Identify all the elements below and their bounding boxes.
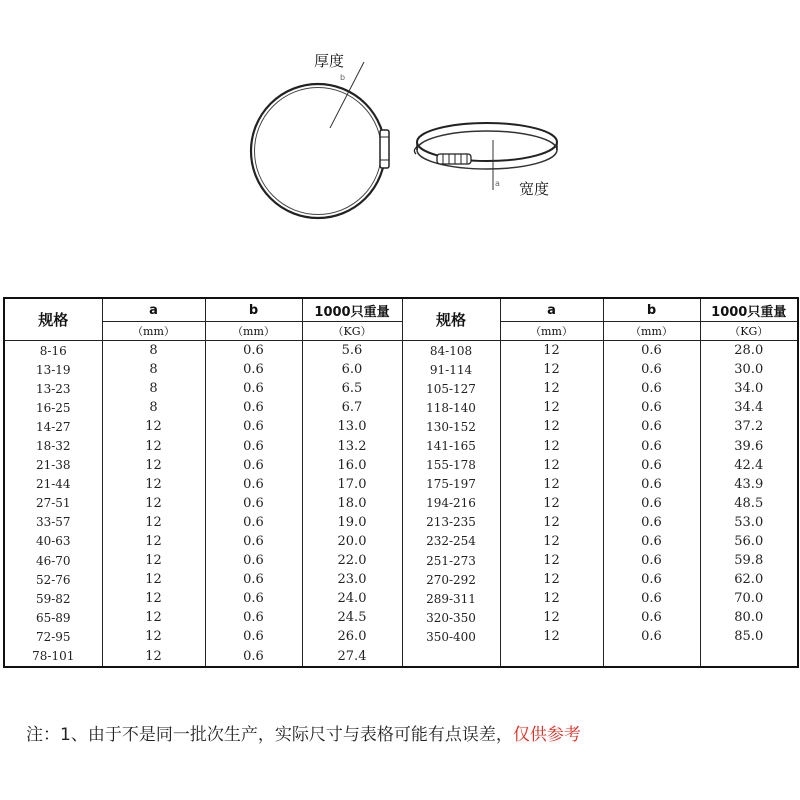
b-cell: 0.6: [205, 513, 302, 532]
weight-cell: 43.9: [700, 475, 798, 494]
spec-cell: 175-197: [402, 475, 500, 494]
thickness-label: 厚度: [314, 52, 345, 70]
a-cell: 12: [500, 589, 603, 608]
b-cell: 0.6: [205, 494, 302, 513]
a-cell: 12: [500, 532, 603, 551]
table-row: [4, 360, 798, 379]
weight-cell: 24.5: [302, 608, 402, 627]
weight-cell: 22.0: [302, 551, 402, 570]
a-unit: （mm）: [500, 322, 603, 341]
table-row: [4, 417, 798, 436]
a-cell: 8: [102, 398, 205, 417]
weight-cell: 26.0: [302, 627, 402, 646]
a-cell: 12: [500, 627, 603, 646]
a-cell: 12: [500, 436, 603, 455]
spec-cell: 40-63: [4, 532, 102, 551]
spec-cell: 8-16: [4, 341, 102, 361]
b-cell: 0.6: [603, 456, 700, 475]
b-cell: 0.6: [205, 647, 302, 667]
b-cell: 0.6: [205, 456, 302, 475]
b-cell: 0.6: [205, 417, 302, 436]
a-cell: 12: [500, 456, 603, 475]
weight-cell: 34.0: [700, 379, 798, 398]
weight-cell: 85.0: [700, 627, 798, 646]
spec-cell: 52-76: [4, 570, 102, 589]
b-cell: 0.6: [205, 627, 302, 646]
spec-cell: 141-165: [402, 436, 500, 455]
a-cell: 12: [102, 570, 205, 589]
a-header: a: [102, 298, 205, 322]
weight-cell: 16.0: [302, 456, 402, 475]
spec-cell: 33-57: [4, 513, 102, 532]
b-cell: 0.6: [603, 532, 700, 551]
spec-cell: 18-32: [4, 436, 102, 455]
weight-cell: 20.0: [302, 532, 402, 551]
table-row: [4, 532, 798, 551]
table-row: [4, 608, 798, 627]
weight-cell: 48.5: [700, 494, 798, 513]
a-cell: 12: [500, 513, 603, 532]
b-header: b: [205, 298, 302, 322]
weight-cell: 37.2: [700, 417, 798, 436]
spec-cell: 84-108: [402, 341, 500, 361]
weight-cell: 24.0: [302, 589, 402, 608]
b-cell: 0.6: [603, 398, 700, 417]
weight-cell: 6.0: [302, 360, 402, 379]
weight-cell: 18.0: [302, 494, 402, 513]
spec-cell: 16-25: [4, 398, 102, 417]
b-cell: 0.6: [603, 417, 700, 436]
weight-cell: 13.0: [302, 417, 402, 436]
spec-cell: 118-140: [402, 398, 500, 417]
weight-cell: [700, 647, 798, 667]
table-row: [4, 341, 798, 361]
spec-cell: 78-101: [4, 647, 102, 667]
weight-cell: 6.5: [302, 379, 402, 398]
table-row: [4, 436, 798, 455]
b-cell: 0.6: [603, 436, 700, 455]
b-cell: 0.6: [603, 494, 700, 513]
b-cell: 0.6: [205, 608, 302, 627]
a-cell: 12: [500, 608, 603, 627]
spec-cell: 21-44: [4, 475, 102, 494]
spec-cell: 194-216: [402, 494, 500, 513]
a-cell: 12: [102, 551, 205, 570]
weight-cell: 23.0: [302, 570, 402, 589]
table-row: [4, 589, 798, 608]
a-cell: 12: [500, 379, 603, 398]
a-cell: 12: [102, 456, 205, 475]
spec-cell: 59-82: [4, 589, 102, 608]
table-row: [4, 456, 798, 475]
b-cell: 0.6: [205, 398, 302, 417]
b-cell: 0.6: [603, 551, 700, 570]
weight-cell: 53.0: [700, 513, 798, 532]
a-dimension-mark: a: [495, 179, 500, 188]
weight-cell: 28.0: [700, 341, 798, 361]
b-cell: 0.6: [603, 341, 700, 361]
weight-cell: 42.4: [700, 456, 798, 475]
b-cell: 0.6: [205, 532, 302, 551]
a-cell: 12: [102, 608, 205, 627]
b-cell: 0.6: [205, 551, 302, 570]
a-cell: 12: [102, 647, 205, 667]
a-cell: 8: [102, 360, 205, 379]
a-unit: （mm）: [102, 322, 205, 341]
a-cell: 12: [102, 436, 205, 455]
spec-cell: 155-178: [402, 456, 500, 475]
spec-cell: 46-70: [4, 551, 102, 570]
weight-cell: 59.8: [700, 551, 798, 570]
weight-cell: 27.4: [302, 647, 402, 667]
spec-cell: 13-19: [4, 360, 102, 379]
b-cell: [603, 647, 700, 667]
weight-unit: （KG）: [302, 322, 402, 341]
a-cell: 12: [102, 417, 205, 436]
spec-cell: 320-350: [402, 608, 500, 627]
hose-clamp-diagram: [0, 0, 800, 290]
spec-header: 规格: [4, 298, 102, 341]
a-header: a: [500, 298, 603, 322]
table-row: [4, 475, 798, 494]
spec-cell: 270-292: [402, 570, 500, 589]
a-cell: 12: [500, 475, 603, 494]
weight-cell: 30.0: [700, 360, 798, 379]
table-row: [4, 570, 798, 589]
weight-header: 1000只重量: [700, 298, 798, 322]
b-cell: 0.6: [603, 360, 700, 379]
spec-cell: 232-254: [402, 532, 500, 551]
footnote-highlight: 仅供参考: [512, 725, 581, 745]
weight-cell: 62.0: [700, 570, 798, 589]
b-cell: 0.6: [603, 475, 700, 494]
b-cell: 0.6: [603, 608, 700, 627]
spec-cell: 350-400: [402, 627, 500, 646]
weight-cell: 34.4: [700, 398, 798, 417]
b-header: b: [603, 298, 700, 322]
spec-cell: 130-152: [402, 417, 500, 436]
b-cell: 0.6: [205, 341, 302, 361]
a-cell: 12: [102, 532, 205, 551]
a-cell: 12: [102, 475, 205, 494]
b-cell: 0.6: [205, 379, 302, 398]
table-row: [4, 551, 798, 570]
weight-cell: 17.0: [302, 475, 402, 494]
b-cell: 0.6: [205, 570, 302, 589]
spec-cell: 21-38: [4, 456, 102, 475]
spec-cell: 27-51: [4, 494, 102, 513]
b-cell: 0.6: [205, 436, 302, 455]
b-cell: 0.6: [205, 589, 302, 608]
b-cell: 0.6: [603, 627, 700, 646]
a-cell: 12: [500, 551, 603, 570]
weight-unit: （KG）: [700, 322, 798, 341]
footnote-text: 注：1、由于不是同一批次生产，实际尺寸与表格可能有点误差，: [26, 725, 513, 745]
spec-cell: 213-235: [402, 513, 500, 532]
b-cell: 0.6: [603, 589, 700, 608]
a-cell: 12: [500, 570, 603, 589]
spec-cell: [402, 647, 500, 667]
b-cell: 0.6: [603, 379, 700, 398]
spec-cell: 91-114: [402, 360, 500, 379]
a-cell: 12: [102, 494, 205, 513]
spec-cell: 289-311: [402, 589, 500, 608]
weight-cell: 13.2: [302, 436, 402, 455]
spec-cell: 105-127: [402, 379, 500, 398]
table-row: [4, 627, 798, 646]
weight-cell: 80.0: [700, 608, 798, 627]
a-cell: 12: [500, 417, 603, 436]
a-cell: [500, 647, 603, 667]
weight-cell: 70.0: [700, 589, 798, 608]
spec-cell: 14-27: [4, 417, 102, 436]
spec-cell: 65-89: [4, 608, 102, 627]
spec-cell: 72-95: [4, 627, 102, 646]
a-cell: 12: [500, 341, 603, 361]
spec-header: 规格: [402, 298, 500, 341]
unit-row: [4, 322, 798, 341]
b-cell: 0.6: [603, 513, 700, 532]
a-cell: 12: [102, 627, 205, 646]
a-cell: 12: [500, 398, 603, 417]
spec-cell: 13-23: [4, 379, 102, 398]
spec-table: [3, 297, 799, 668]
b-cell: 0.6: [205, 475, 302, 494]
weight-header: 1000只重量: [302, 298, 402, 322]
footnote: [26, 720, 581, 745]
b-dimension-mark: b: [340, 73, 346, 82]
a-cell: 12: [500, 494, 603, 513]
a-cell: 12: [500, 360, 603, 379]
weight-cell: 19.0: [302, 513, 402, 532]
a-cell: 8: [102, 379, 205, 398]
b-cell: 0.6: [205, 360, 302, 379]
weight-cell: 39.6: [700, 436, 798, 455]
a-cell: 8: [102, 341, 205, 361]
weight-cell: 56.0: [700, 532, 798, 551]
width-label: 宽度: [519, 180, 550, 198]
b-cell: 0.6: [603, 570, 700, 589]
header-row: [4, 298, 798, 322]
weight-cell: 5.6: [302, 341, 402, 361]
a-cell: 12: [102, 513, 205, 532]
weight-cell: 6.7: [302, 398, 402, 417]
a-cell: 12: [102, 589, 205, 608]
b-unit: （mm）: [603, 322, 700, 341]
table-row: [4, 647, 798, 667]
table-row: [4, 494, 798, 513]
table-row: [4, 513, 798, 532]
table-row: [4, 398, 798, 417]
table-row: [4, 379, 798, 398]
spec-cell: 251-273: [402, 551, 500, 570]
clamp-front-view: [251, 62, 389, 218]
b-unit: （mm）: [205, 322, 302, 341]
spec-table-body: [4, 341, 798, 667]
